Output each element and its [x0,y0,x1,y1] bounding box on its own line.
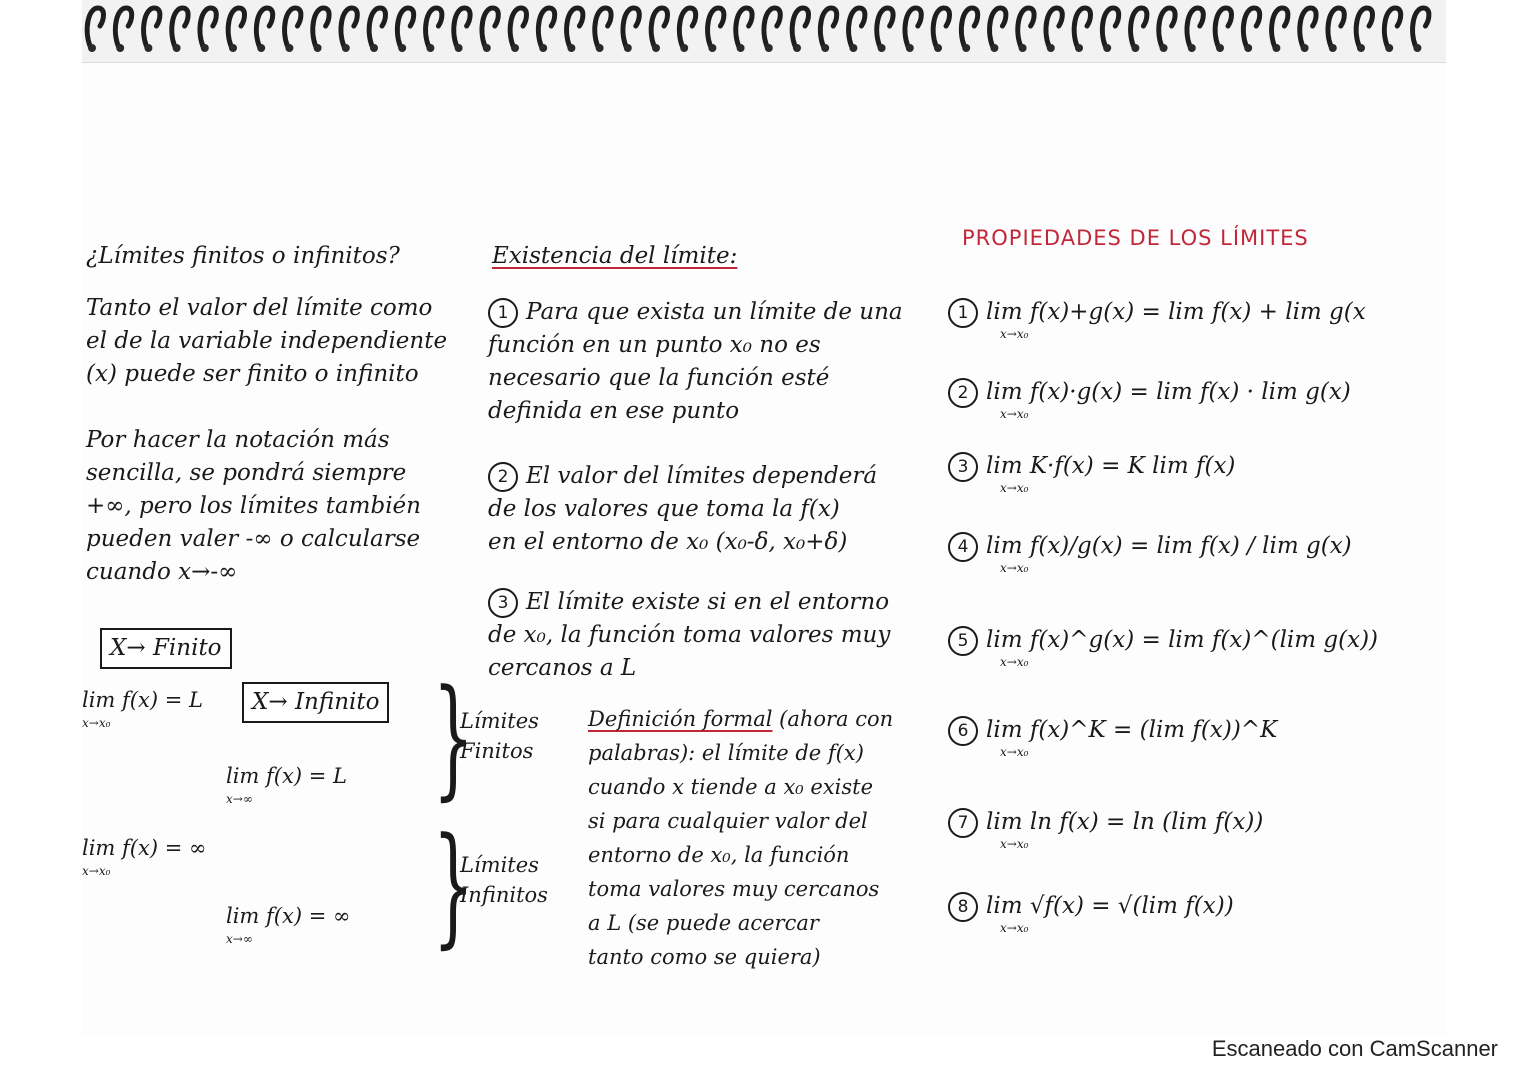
spiral-ring [87,8,103,46]
existence-item-3: 3 El límite existe si en el entorno de x₀, la función toma valores muy cercanos a L [488,589,891,681]
spiral-hole [1272,44,1280,52]
spiral-hole [1357,44,1365,52]
spiral-ring [764,8,780,46]
spiral-ring [538,8,554,46]
property-3: 3 lim K·f(x) = K lim f(x) x→x₀ [948,452,1235,494]
spiral-ring [1243,8,1259,46]
spiral-ring [369,8,385,46]
spiral-hole [934,44,942,52]
property-2: 2 lim f(x)·g(x) = lim f(x) · lim g(x) x→x₀ [948,378,1351,420]
spiral-hole [1131,44,1139,52]
spiral-ring [1074,8,1090,46]
spiral-hole [1188,44,1196,52]
box-x-infinito: X→ Infinito [242,682,389,723]
spiral-ring [454,8,470,46]
spiral-hole [708,44,716,52]
brace-infinitos: } [432,809,475,961]
spiral-hole [257,44,265,52]
col1-heading: ¿Límites finitos o infinitos? [86,243,400,269]
spiral-ring [510,8,526,46]
spiral-ring [1356,8,1372,46]
label-limites-finitos: Límites Finitos [460,709,539,763]
spiral-hole [765,44,773,52]
properties-heading: PROPIEDADES DE LOS LÍMITES [962,226,1309,250]
scanner-watermark: Escaneado con CamScanner [1211,1036,1498,1061]
number-badge: 3 [488,588,518,618]
spiral-ring [595,8,611,46]
spiral-hole [88,44,96,52]
spiral-hole [342,44,350,52]
spiral-ring [1413,8,1429,46]
spiral-ring [1384,8,1400,46]
existence-item-2: 2 El valor del límites dependerá de los valores que toma la f(x) en el entorno de x₀ (x₀-δ, x₀+δ) [488,463,878,555]
spiral-hole [1160,44,1168,52]
spiral-hole [1019,44,1027,52]
spiral-ring [313,8,329,46]
spiral-ring [905,8,921,46]
spiral-hole [906,44,914,52]
spiral-hole [201,44,209,52]
col1-paragraph-1 [86,292,456,391]
text-line: el de la variable independiente [86,328,448,354]
spiral-ring [1300,8,1316,46]
text-line: pueden valer -∞ o calcularse [86,526,421,552]
spiral-hole [229,44,237,52]
spiral-hole [962,44,970,52]
spiral-hole [1103,44,1111,52]
spiral-ring [1187,8,1203,46]
spiral-hole [567,44,575,52]
spiral-ring [708,8,724,46]
spiral-ring [1215,8,1231,46]
spiral-hole [624,44,632,52]
text-line: Por hacer la notación más [86,427,390,453]
spiral-hole [1075,44,1083,52]
label-limites-infinitos: Límites Infinitos [460,853,548,907]
number-badge: 2 [488,462,518,492]
spiral-ring [1018,8,1034,46]
spiral-hole [144,44,152,52]
spiral-ring [397,8,413,46]
spiral-hole [737,44,745,52]
spiral-ring [341,8,357,46]
spiral-hole [398,44,406,52]
spiral-hole [821,44,829,52]
spiral-hole [1244,44,1252,52]
spiral-ring [820,8,836,46]
spiral-ring [200,8,216,46]
spiral-ring [426,8,442,46]
property-7: 7 lim ln f(x) = ln (lim f(x)) x→x₀ [948,808,1263,850]
spiral-hole [793,44,801,52]
spiral-hole [1413,44,1421,52]
spiral-hole [285,44,293,52]
spiral-ring [1046,8,1062,46]
existence-item-1: 1 Para que exista un límite de una función en un punto x₀ no es necesario que la función esté definida en ese punto [488,299,903,424]
spiral-ring [1131,8,1147,46]
property-6: 6 lim f(x)^K = (lim f(x))^K x→x₀ [948,716,1277,758]
spiral-binding [82,0,1446,63]
spiral-ring [256,8,272,46]
spiral-ring [144,8,160,46]
col2-heading: Existencia del límite: [492,243,738,269]
spiral-ring [736,8,752,46]
spiral-ring [172,8,188,46]
spiral-ring [1328,8,1344,46]
spiral-ring [1102,8,1118,46]
spiral-hole [116,44,124,52]
spiral-hole [1329,44,1337,52]
spiral-ring [933,8,949,46]
spiral-hole [1216,44,1224,52]
eq-finite-inf: lim f(x) = L x→∞ [226,764,347,806]
text-line: cuando x→-∞ [86,559,238,585]
spiral-hole [511,44,519,52]
spiral-hole [652,44,660,52]
spiral-ring [623,8,639,46]
spiral-hole [1385,44,1393,52]
spiral-hole [680,44,688,52]
spiral-hole [539,44,547,52]
spiral-hole [483,44,491,52]
spiral-ring [1159,8,1175,46]
formal-definition-title: Definición formal [588,707,773,731]
text-line: +∞, pero los límites también [86,493,421,519]
spiral-hole [878,44,886,52]
spiral-ring [651,8,667,46]
spiral-ring [877,8,893,46]
spiral-ring [961,8,977,46]
spiral-ring [849,8,865,46]
spiral-ring [228,8,244,46]
spiral-hole [1301,44,1309,52]
eq-finite-x0: lim f(x) = L x→x₀ [82,688,203,730]
spiral-hole [849,44,857,52]
property-5: 5 lim f(x)^g(x) = lim f(x)^(lim g(x)) x→x₀ [948,626,1378,668]
spiral-ring [990,8,1006,46]
formal-definition: Definición formal (ahora con palabras): el límite de f(x) cuando x tiende a x₀ existe si para cualquier valor del entorno de x₀, la función toma valores muy cercanos a L (se puede acercar tanto como se quiera) [588,707,894,969]
spiral-ring [567,8,583,46]
eq-infinite-inf: lim f(x) = ∞ x→∞ [226,904,351,946]
brace-finitos: } [432,661,475,813]
spiral-ring [115,8,131,46]
text-line: Tanto el valor del límite como [86,295,433,321]
text-line: sencilla, se pondrá siempre [86,460,407,486]
spiral-hole [173,44,181,52]
spiral-hole [455,44,463,52]
spiral-ring [482,8,498,46]
eq-infinite-x0: lim f(x) = ∞ x→x₀ [82,836,207,878]
spiral-hole [990,44,998,52]
spiral-ring [285,8,301,46]
property-8: 8 lim √f(x) = √(lim f(x)) x→x₀ [948,892,1234,934]
property-1: 1 lim f(x)+g(x) = lim f(x) + lim g(x x→x₀ [948,298,1366,340]
property-4: 4 lim f(x)/g(x) = lim f(x) / lim g(x) x→x₀ [948,532,1352,574]
box-x-finito: X→ Finito [100,628,232,669]
spiral-hole [370,44,378,52]
text-line: (x) puede ser finito o infinito [86,361,419,387]
col1-paragraph-2 [86,424,456,589]
spiral-hole [1047,44,1055,52]
number-badge: 1 [488,298,518,328]
spiral-ring [792,8,808,46]
spiral-ring [679,8,695,46]
spiral-hole [596,44,604,52]
spiral-hole [426,44,434,52]
spiral-hole [314,44,322,52]
spiral-ring [1272,8,1288,46]
